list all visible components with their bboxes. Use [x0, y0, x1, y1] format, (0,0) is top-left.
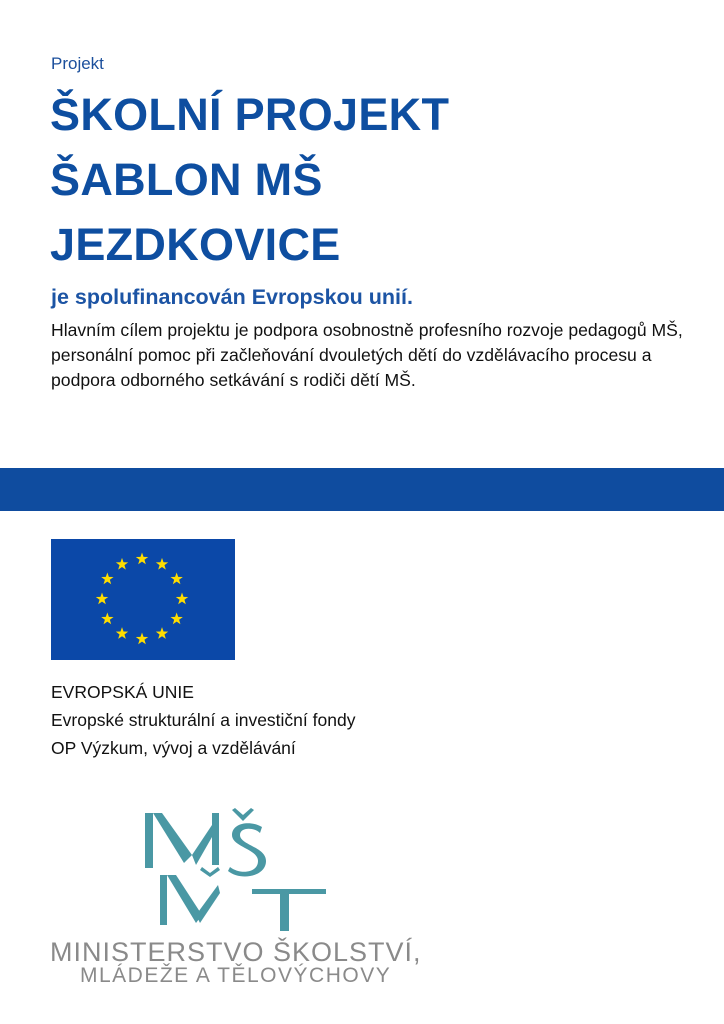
project-title-line-2: ŠABLON MŠ [50, 154, 323, 205]
project-title-line-3: JEZDKOVICE [50, 219, 341, 270]
project-description: Hlavním cílem projektu je podpora osobnostně profesního rozvoje pedagogů MŠ, personální pomoc při začleňování dvouletých dětí do vzdělávacího procesu a podpora odborného setkávání s rodiči dětí MŠ. [51, 320, 683, 390]
project-label: Projekt [51, 54, 104, 73]
eu-funds: Evropské strukturální a investiční fondy [51, 710, 356, 730]
msmt-name-line-2: MLÁDEŽE A TĚLOVÝCHOVY [80, 964, 392, 987]
msmt-name-line-1: MINISTERSTVO ŠKOLSTVÍ, [50, 937, 422, 967]
eu-flag-icon [51, 539, 235, 660]
project-title-line-1: ŠKOLNÍ PROJEKT [50, 89, 450, 140]
funding-subtitle: je spolufinancován Evropskou unií. [51, 285, 413, 309]
eu-name: EVROPSKÁ UNIE [51, 682, 194, 702]
blue-divider-band [0, 468, 724, 511]
eu-programme: OP Výzkum, vývoj a vzdělávání [51, 738, 296, 758]
msmt-logo-icon [140, 805, 340, 935]
